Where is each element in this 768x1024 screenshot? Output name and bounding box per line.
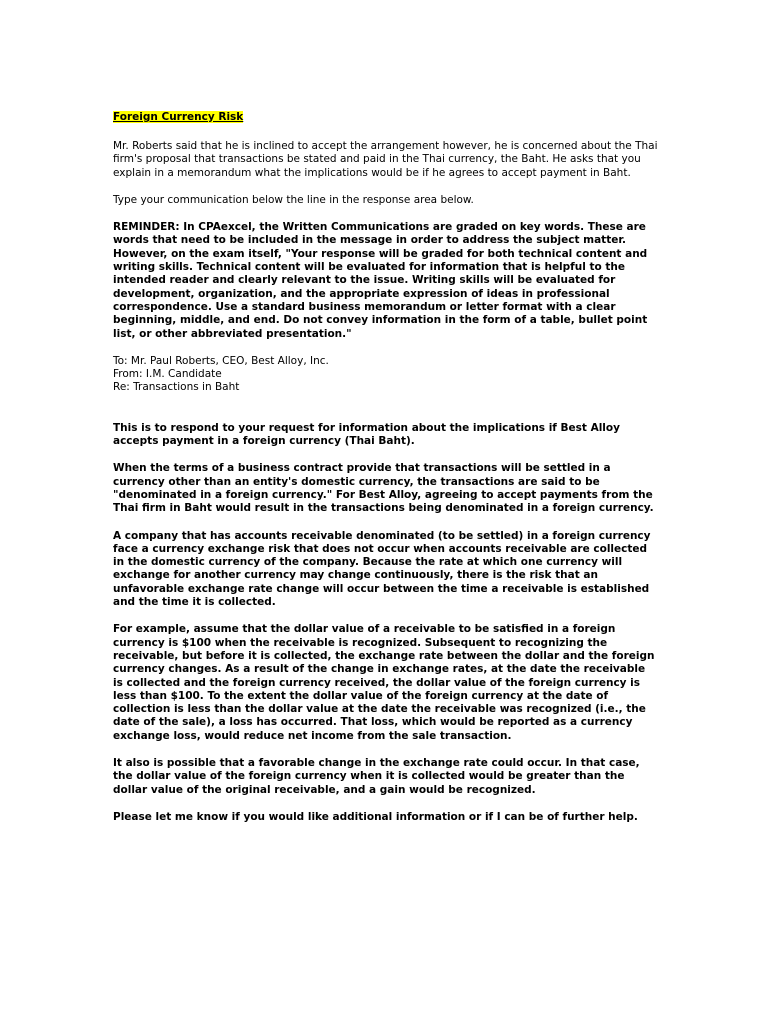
reminder-paragraph: REMINDER: In CPAexcel, the Written Communications are graded on key words. These are words that need to be included in the message in order to address the subject matter. However, on the exam itself, "Your response will be graded for both technical content and writing skills. Technical content will be evaluated for information that is helpful to the intended reader and clearly relevant to the issue. Writing skills will be evaluated for development, organization, and the appropriate expression of ideas in professional correspondence. Use a standard business memorandum or letter format with a clear beginning, middle, and end. Do not convey information in the form of a table, bullet point list, or other abbreviated presentation.": [113, 221, 648, 340]
title-text: Foreign Currency Risk: [113, 111, 244, 123]
memo-from-line: From: I.M. Candidate: [113, 368, 222, 381]
memo-to-line: To: Mr. Paul Roberts, CEO, Best Alloy, Inc.: [113, 354, 329, 367]
memo-paragraph-3: A company that has accounts receivable denominated (to be settled) in a foreign currency face a currency exchange risk that does not occur when accounts receivable are collected in the domestic currency of the company. Because the rate at which one currency will exchange for another currency may change continuously, there is the risk that an unfavorable exchange rate change will occur between the time a receivable is established and the time it is collected.: [113, 529, 651, 609]
memo-header: [113, 355, 658, 395]
intro-paragraph: Mr. Roberts said that he is inclined to accept the arrangement however, he is concerned about the Thai firm's proposal that transactions be stated and paid in the Thai currency, the Baht. He asks that you explain in a memorandum what the implications would be if he agrees to accept payment in Baht.: [113, 140, 658, 179]
memo-paragraph-4: For example, assume that the dollar value of a receivable to be satisfied in a foreign currency is $100 when the receivable is recognized. Subsequent to recognizing the receivable, but before it is collected, the exchange rate between the dollar and the foreign currency changes. As a result of the change in exchange rates, at the date the receivable is collected and the foreign currency received, the dollar value of the foreign currency is less than $100. To the extent the dollar value of the foreign currency at the date of collection is less than the dollar value at the date the receivable was recognized (i.e., the date of the sale), a loss has occurred. That loss, which would be reported as a currency exchange loss, would reduce net income from the sale transaction.: [113, 623, 655, 742]
memo-paragraph-1: This is to respond to your request for information about the implications if Best Alloy accepts payment in a foreign currency (Thai Baht).: [113, 421, 620, 448]
memo-paragraph-2: When the terms of a business contract provide that transactions will be settled in a currency other than an entity's domestic currency, the transactions are said to be "denominated in a foreign currency." For Best Alloy, agreeing to accept payments from the Thai firm in Baht would result in the transactions being denominated in a foreign currency.: [113, 462, 654, 515]
memo-paragraph-5: It also is possible that a favorable change in the exchange rate could occur. In that case, the dollar value of the foreign currency when it is collected would be greater than the dollar value of the original receivable, and a gain would be recognized.: [113, 756, 640, 796]
document-title: [113, 110, 658, 124]
instruction-paragraph: Type your communication below the line in the response area below.: [113, 193, 474, 206]
memo-re-line: Re: Transactions in Baht: [113, 381, 240, 394]
document-page: [113, 110, 658, 824]
memo-paragraph-6: Please let me know if you would like additional information or if I can be of further help.: [113, 810, 638, 823]
